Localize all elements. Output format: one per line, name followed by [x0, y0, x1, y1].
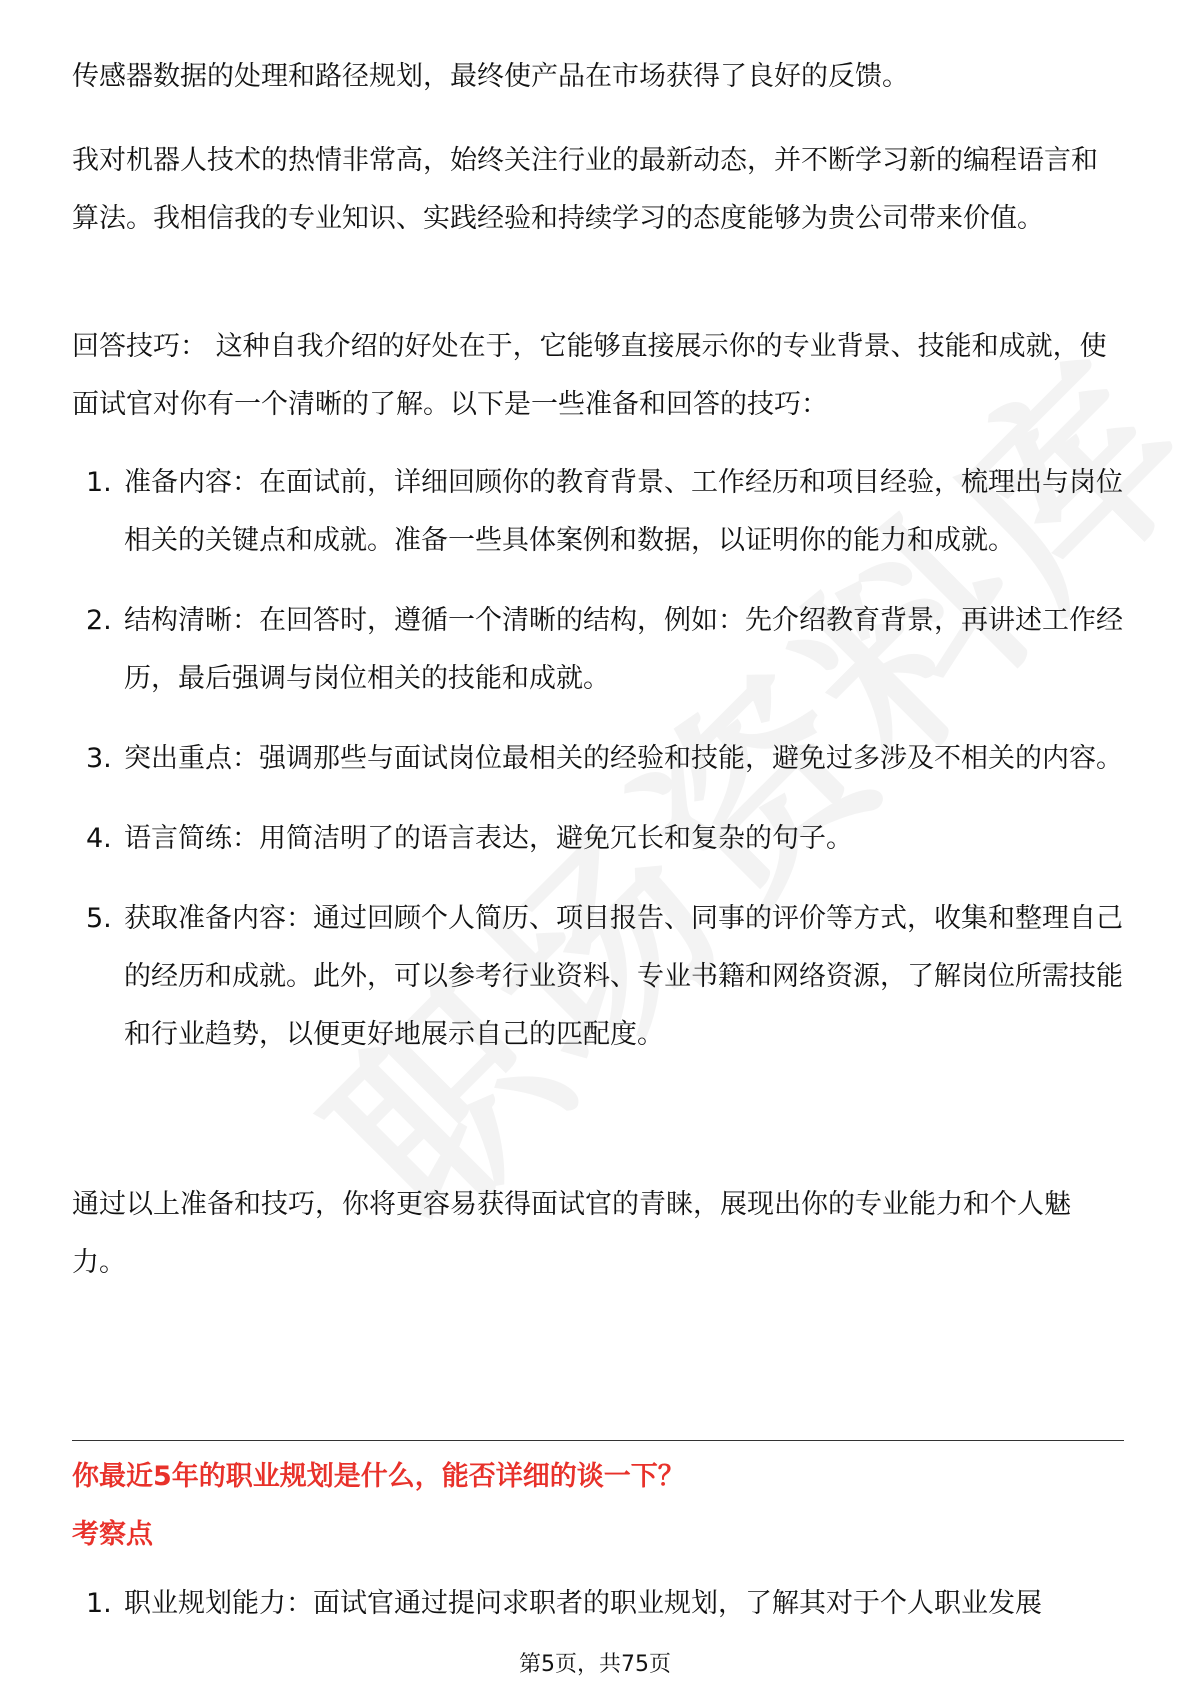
list-item	[72, 1575, 1124, 1633]
paragraph-sensor: 传感器数据的处理和路径规划，最终使产品在市场获得了良好的反馈。	[72, 61, 909, 92]
list-item-text: 职业规划能力：面试官通过提问求职者的职业规划，了解其对于个人职业发展	[124, 1588, 1042, 1619]
list-item-text: 结构清晰：在回答时，遵循一个清晰的结构，例如：先介绍教育背景，再讲述工作经历，最后强调与岗位相关的技能和成就。	[124, 605, 1123, 694]
list-item-text: 语言简练：用简洁明了的语言表达，避免冗长和复杂的句子。	[124, 823, 853, 854]
paragraph-answer-tips: 回答技巧： 这种自我介绍的好处在于，它能够直接展示你的专业背景、技能和成就，使面试官对你有一个清晰的了解。以下是一些准备和回答的技巧：	[72, 331, 1107, 420]
section-divider	[72, 1440, 1124, 1441]
list-item	[72, 454, 1124, 570]
list-item	[72, 730, 1124, 788]
list-item	[72, 810, 1124, 868]
points-list	[72, 1575, 1124, 1633]
list-item-number: 5.	[86, 903, 112, 934]
question-subtitle: 考察点	[72, 1519, 153, 1550]
paragraph-conclusion: 通过以上准备和技巧，你将更容易获得面试官的青睐，展现出你的专业能力和个人魅力。	[72, 1189, 1071, 1278]
list-item-number: 1.	[86, 1588, 112, 1619]
list-item-number: 2.	[86, 605, 112, 636]
list-item	[72, 592, 1124, 708]
list-item-text: 获取准备内容：通过回顾个人简历、项目报告、同事的评价等方式，收集和整理自己的经历和成就。此外，可以参考行业资料、专业书籍和网络资源，了解岗位所需技能和行业趋势，以便更好地展示自己的匹配度。	[124, 903, 1123, 1050]
list-item-number: 4.	[86, 823, 112, 854]
list-item-number: 1.	[86, 467, 112, 498]
list-item	[72, 890, 1124, 1064]
question-title: 你最近5年的职业规划是什么，能否详细的谈一下？	[72, 1461, 685, 1492]
list-item-text: 突出重点：强调那些与面试岗位最相关的经验和技能，避免过多涉及不相关的内容。	[124, 743, 1123, 774]
page-footer: 第5页，共75页	[519, 1652, 671, 1677]
tips-list	[72, 454, 1124, 1064]
list-item-text: 准备内容：在面试前，详细回顾你的教育背景、工作经历和项目经验，梳理出与岗位相关的关键点和成就。准备一些具体案例和数据，以证明你的能力和成就。	[124, 467, 1123, 556]
paragraph-passion: 我对机器人技术的热情非常高，始终关注行业的最新动态，并不断学习新的编程语言和算法。我相信我的专业知识、实践经验和持续学习的态度能够为贵公司带来价值。	[72, 145, 1098, 234]
list-item-number: 3.	[86, 743, 112, 774]
